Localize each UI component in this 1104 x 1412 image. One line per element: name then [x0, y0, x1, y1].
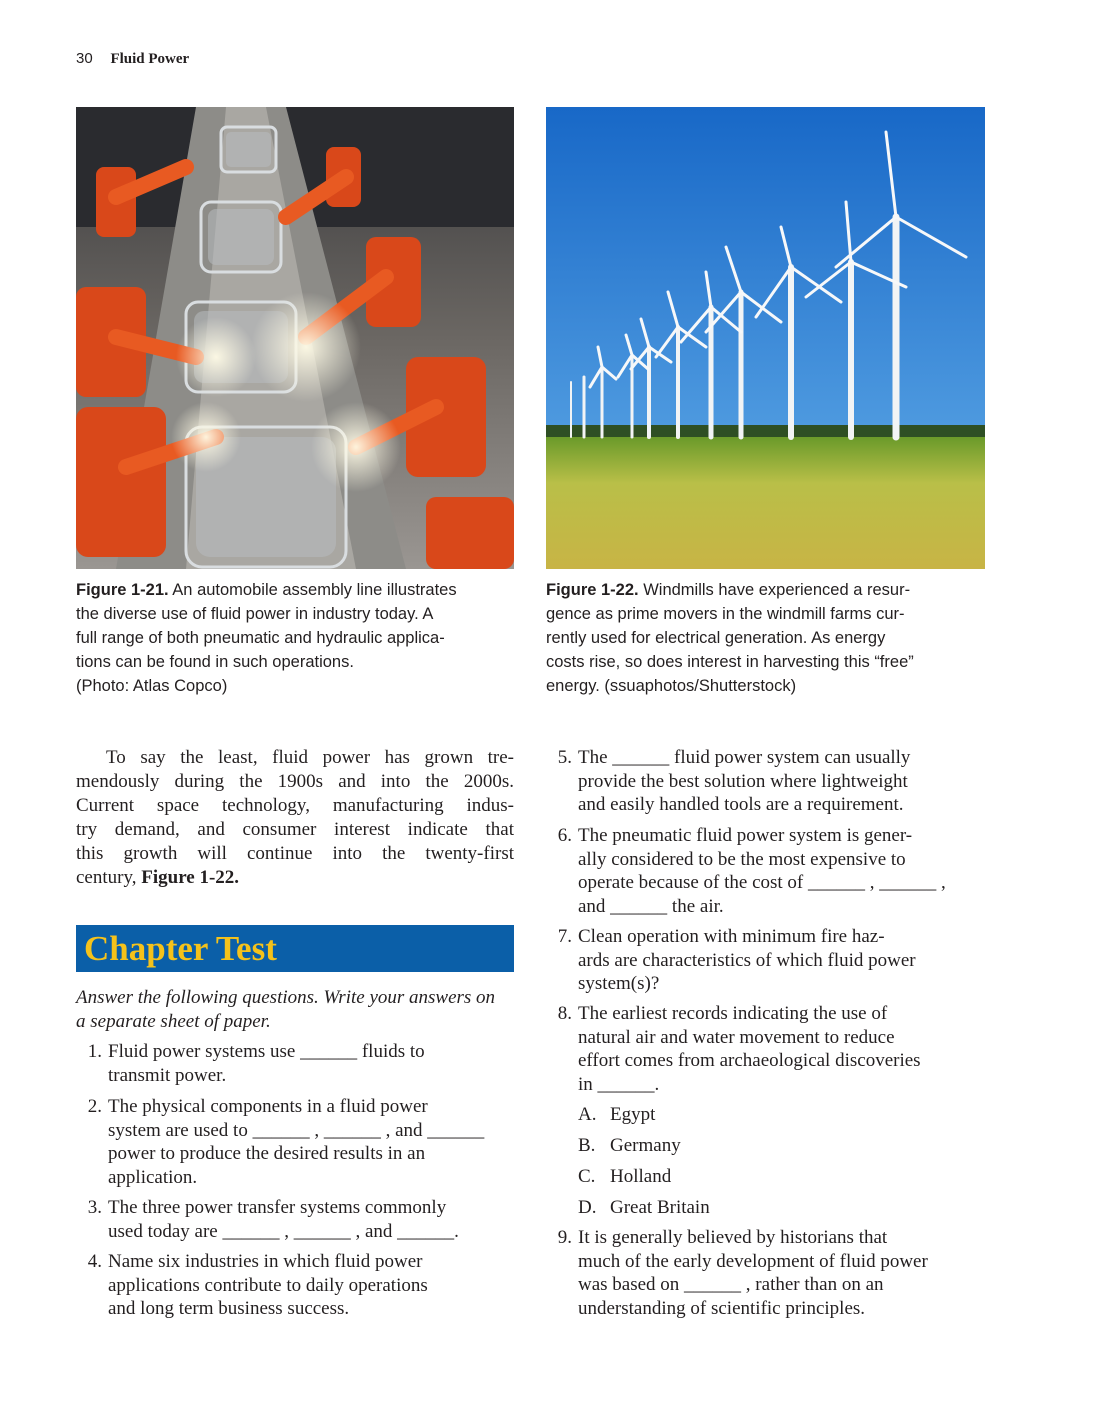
caption-line: the diverse use of fluid power in industry today. A	[76, 605, 434, 623]
figure-1-21-caption	[76, 578, 516, 698]
question-line: effort comes from archaeological discoveries	[578, 1050, 921, 1071]
option-b	[578, 1134, 681, 1158]
question-line: system are used to ______ , ______ , and ______	[108, 1119, 485, 1141]
question-line: system(s)?	[578, 973, 660, 994]
question-5	[546, 746, 986, 818]
caption-line: gence as prime movers in the windmill farms cur-	[546, 605, 905, 623]
question-number: 2.	[87, 1096, 102, 1117]
caption-line: Windmills have experienced a resur-	[638, 581, 911, 599]
question-line: understanding of scientific principles.	[578, 1297, 866, 1319]
question-line: much of the early development of fluid power	[578, 1250, 928, 1272]
question-line: Clean operation with minimum fire haz-	[578, 926, 885, 947]
question-line: ards are characteristics of which fluid power	[578, 949, 916, 971]
figure-label: Figure 1-21.	[76, 581, 169, 599]
question-line: The earliest records indicating the use of	[578, 1003, 888, 1024]
question-line: transmit power.	[108, 1064, 227, 1086]
question-number: 7.	[557, 926, 572, 947]
caption-line: rently used for electrical generation. As energy	[546, 629, 886, 647]
question-line: application.	[108, 1166, 198, 1188]
question-number: 1.	[87, 1041, 102, 1062]
question-line: provide the best solution where lightweight	[578, 770, 908, 792]
caption-line: energy. (ssuaphotos/Shutterstock)	[546, 677, 797, 695]
question-line: ally considered to be the most expensive to	[578, 848, 906, 870]
body-paragraph	[76, 746, 514, 890]
question-line: power to produce the desired results in an	[108, 1143, 426, 1164]
caption-line: An automobile assembly line illustrates	[168, 581, 457, 599]
question-6	[546, 824, 986, 920]
figure-1-22-caption	[546, 578, 986, 698]
question-number: 9.	[557, 1227, 572, 1248]
option-text: Germany	[610, 1135, 681, 1156]
option-c	[578, 1165, 671, 1189]
option-label: B.	[578, 1135, 596, 1156]
question-line: operate because of the cost of ______ , ______ ,	[578, 872, 946, 893]
question-line: It is generally believed by historians that	[578, 1227, 888, 1248]
option-a	[578, 1103, 655, 1127]
option-text: Holland	[610, 1166, 672, 1187]
question-2	[76, 1095, 516, 1191]
paragraph-line: To say the least, fluid power has grown tre-	[106, 747, 514, 768]
question-line: and ______ the air.	[578, 895, 724, 917]
caption-line: costs rise, so does interest in harvesting this “free”	[546, 653, 914, 671]
question-line: applications contribute to daily operations	[108, 1274, 428, 1296]
paragraph-line: century,	[76, 867, 142, 888]
question-line: The three power transfer systems commonly	[108, 1197, 447, 1218]
instruction-line: a separate sheet of paper.	[76, 1011, 271, 1032]
option-label: D.	[578, 1197, 597, 1218]
question-number: 5.	[557, 747, 572, 768]
question-number: 8.	[557, 1003, 572, 1024]
paragraph-line: try demand, and consumer interest indicate that	[76, 819, 514, 840]
caption-line: full range of both pneumatic and hydraulic applica-	[76, 629, 445, 647]
question-line: used today are ______ , ______ , and ______.	[108, 1220, 459, 1242]
wind-farm-photo	[546, 107, 985, 569]
question-3	[76, 1196, 516, 1244]
question-line: The ______ fluid power system can usually	[578, 747, 911, 768]
caption-credit: (Photo: Atlas Copco)	[76, 677, 228, 695]
option-label: A.	[578, 1104, 597, 1125]
question-line: was based on ______ , rather than on an	[578, 1274, 884, 1295]
paragraph-line: mendously during the 1900s and into the 2000s.	[76, 771, 514, 792]
figure-reference: Figure 1-22.	[141, 867, 240, 888]
chapter-test-heading: Chapter Test	[76, 925, 514, 972]
question-line: and long term business success.	[108, 1298, 350, 1319]
book-title: Fluid Power	[110, 51, 190, 67]
figure-label: Figure 1-22.	[546, 581, 639, 599]
paragraph-line: this growth will continue into the twenty-first	[76, 843, 514, 864]
question-line: The physical components in a fluid power	[108, 1096, 428, 1117]
question-number: 4.	[87, 1251, 102, 1272]
option-text: Egypt	[610, 1104, 656, 1125]
question-line: Fluid power systems use ______ fluids to	[108, 1041, 425, 1062]
option-text: Great Britain	[610, 1197, 710, 1218]
option-label: C.	[578, 1166, 596, 1187]
question-number: 3.	[87, 1197, 102, 1218]
question-4	[76, 1250, 516, 1322]
question-line: The pneumatic fluid power system is gener-	[578, 825, 913, 846]
question-number: 6.	[557, 825, 572, 846]
page-number: 30	[76, 50, 93, 67]
paragraph-line: Current space technology, manufacturing indus-	[76, 795, 514, 816]
question-9	[546, 1226, 986, 1322]
assembly-line-photo	[76, 107, 514, 569]
option-d	[578, 1196, 710, 1220]
question-line: Name six industries in which fluid power	[108, 1251, 423, 1272]
running-header	[76, 50, 189, 68]
question-1	[76, 1040, 516, 1088]
question-8	[546, 1002, 986, 1098]
question-line: natural air and water movement to reduce	[578, 1026, 895, 1048]
question-7	[546, 925, 986, 997]
caption-line: tions can be found in such operations.	[76, 653, 354, 671]
instruction-line: Answer the following questions. Write your answers on	[76, 987, 496, 1008]
test-instructions	[76, 986, 516, 1034]
question-line: and easily handled tools are a requirement.	[578, 794, 904, 815]
question-line: in ______.	[578, 1073, 660, 1095]
